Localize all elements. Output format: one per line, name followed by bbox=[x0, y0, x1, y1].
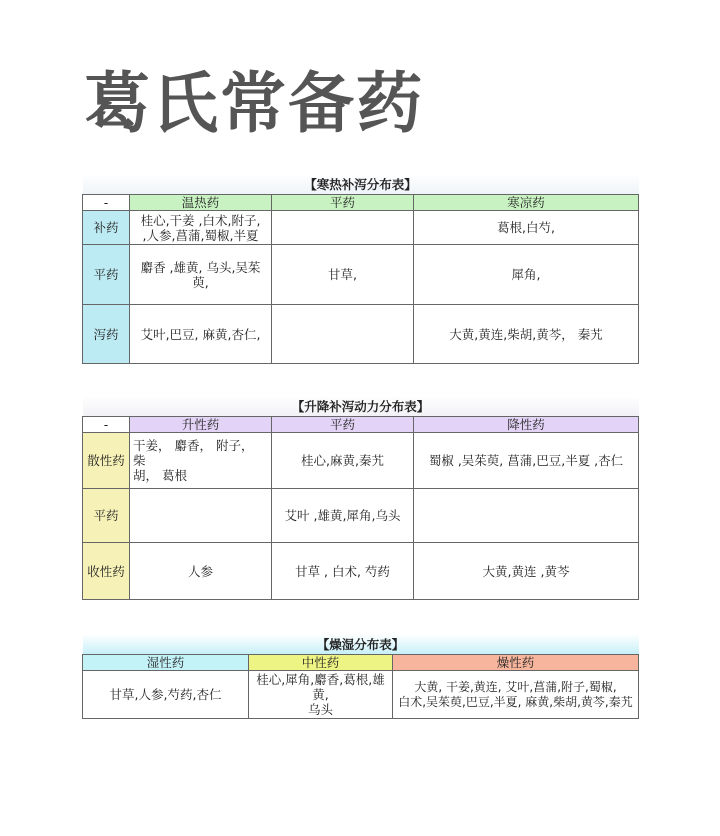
table-cell bbox=[414, 489, 639, 543]
table-cell: 麝香 ,雄黄, 乌头,吴茱萸, bbox=[130, 245, 272, 305]
column-header: 平药 bbox=[272, 417, 414, 433]
table-cell bbox=[272, 305, 414, 364]
table-cell: 桂心,干姜 ,白术,附子, ,人参,菖蒲,蜀椒,半夏 bbox=[130, 211, 272, 245]
table-row bbox=[83, 433, 639, 489]
table-cell: 大黄,黄连,柴胡,黄芩， 秦艽 bbox=[414, 305, 639, 364]
row-header: 补药 bbox=[83, 211, 130, 245]
column-header: 平药 bbox=[272, 195, 414, 211]
table-row bbox=[83, 245, 639, 305]
column-header: 升性药 bbox=[130, 417, 272, 433]
row-header: 散性药 bbox=[83, 433, 130, 489]
column-header: 中性药 bbox=[249, 655, 393, 671]
table-cell: 大黄, 干姜,黄连, 艾叶,菖蒲,附子,蜀椒, 白术,吴茱萸,巴豆,半夏, 麻黄,柴胡,黄芩,秦艽 bbox=[393, 671, 639, 719]
table-row bbox=[83, 671, 639, 719]
column-header: 降性药 bbox=[414, 417, 639, 433]
table-row bbox=[83, 543, 639, 600]
corner-cell: - bbox=[83, 417, 130, 433]
rise-fall-table bbox=[82, 396, 639, 600]
table-cell: 葛根,白芍, bbox=[414, 211, 639, 245]
table-cell bbox=[130, 489, 272, 543]
table-caption: 【燥湿分布表】 bbox=[83, 634, 639, 655]
table-cell: 艾叶,巴豆, 麻黄,杏仁, bbox=[130, 305, 272, 364]
table-row bbox=[83, 305, 639, 364]
table-cell: 大黄,黄连 ,黄芩 bbox=[414, 543, 639, 600]
table-cell: 甘草 , 白术, 芍药 bbox=[272, 543, 414, 600]
row-header: 平药 bbox=[83, 245, 130, 305]
table-cell: 蜀椒 ,吴茱萸, 菖蒲,巴豆,半夏 ,杏仁 bbox=[414, 433, 639, 489]
table-caption: 【升降补泻动力分布表】 bbox=[83, 396, 639, 417]
table-cell: 桂心,犀角,麝香,葛根,雄 黄, 乌头 bbox=[249, 671, 393, 719]
column-header: 湿性药 bbox=[83, 655, 249, 671]
table-cell: 甘草, bbox=[272, 245, 414, 305]
table-cell: 桂心,麻黄,秦艽 bbox=[272, 433, 414, 489]
table-cell: 犀角, bbox=[414, 245, 639, 305]
column-header: 温热药 bbox=[130, 195, 272, 211]
cold-heat-table bbox=[82, 174, 639, 364]
table-cell: 人参 bbox=[130, 543, 272, 600]
table-row bbox=[83, 489, 639, 543]
row-header: 收性药 bbox=[83, 543, 130, 600]
table-cell bbox=[272, 211, 414, 245]
table-caption: 【寒热补泻分布表】 bbox=[83, 174, 639, 195]
column-header: 燥性药 bbox=[393, 655, 639, 671]
table-cell: 甘草,人参,芍药,杏仁 bbox=[83, 671, 249, 719]
page-title: 葛氏常备药 bbox=[84, 65, 424, 142]
column-header: 寒凉药 bbox=[414, 195, 639, 211]
table-cell: 艾叶 ,雄黄,犀角,乌头 bbox=[272, 489, 414, 543]
row-header: 泻药 bbox=[83, 305, 130, 364]
table-cell: 干姜， 麝香， 附子， 柴 胡， 葛根 bbox=[130, 433, 272, 489]
dry-wet-table bbox=[82, 634, 639, 719]
row-header: 平药 bbox=[83, 489, 130, 543]
corner-cell: - bbox=[83, 195, 130, 211]
table-row bbox=[83, 211, 639, 245]
